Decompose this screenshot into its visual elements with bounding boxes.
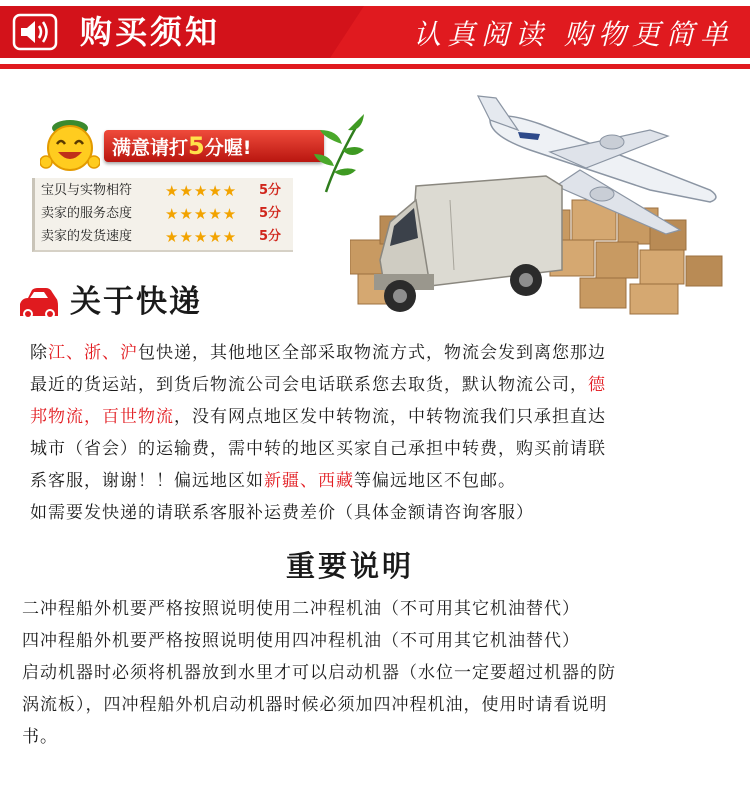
rating-row <box>41 180 291 202</box>
text-segment: ，没有网点地区发中转物流，中转物流我们只承担直达 <box>174 407 606 427</box>
rating-request-number: 5 <box>188 132 205 160</box>
banner-divider <box>0 64 750 69</box>
rating-row <box>41 226 291 248</box>
highlight-remote-regions: 新疆、西藏 <box>264 471 354 491</box>
delivery-illustration <box>350 90 730 320</box>
smiley-icon <box>40 116 100 176</box>
rating-request-banner <box>104 130 324 162</box>
text-segment: 包快递，其他地区全部采取物流方式，物流会发到离您那边 <box>138 343 606 363</box>
delivery-truck <box>374 176 562 312</box>
rating-request-prefix: 满意请打 <box>112 137 189 159</box>
rating-label: 宝贝与实物相符 <box>41 183 133 198</box>
rating-score: 5分 <box>259 183 282 198</box>
text-segment: 城市（省会）的运输费，需中转的地区买家自己承担中转费，购买前请联 <box>30 439 606 459</box>
important-note-line: 二冲程船外机要严格按照说明使用二冲程机油（不可用其它机油替代） <box>22 599 580 619</box>
rating-score: 5分 <box>259 229 282 244</box>
rating-label: 卖家的服务态度 <box>41 206 133 221</box>
text-segment: 除 <box>30 343 48 363</box>
text-segment: 如需要发快递的请联系客服补运费差价（具体金额请咨询客服） <box>30 503 534 523</box>
rating-row <box>41 203 291 225</box>
rating-stars: ★★★★★ <box>165 228 238 246</box>
page-title: 购买须知 <box>80 13 221 51</box>
express-paragraph-line <box>30 498 730 528</box>
rating-request-suffix: 分喔! <box>204 137 252 159</box>
rating-stars: ★★★★★ <box>165 182 238 200</box>
text-segment: 等偏远地区不包邮。 <box>354 471 516 491</box>
rating-list <box>32 178 293 252</box>
express-paragraph-line <box>30 402 730 432</box>
express-paragraph-line <box>30 338 730 368</box>
important-note-line: 四冲程船外机要严格按照说明使用四冲程机油（不可用其它机油替代） <box>22 631 580 651</box>
text-segment: 系客服，谢谢！！偏远地区如 <box>30 471 264 491</box>
highlight-carrier: 德 <box>588 375 606 395</box>
text-segment: 最近的货运站，到货后物流公司会电话联系您去取货，默认物流公司， <box>30 375 588 395</box>
important-note-line: 启动机器时必须将机器放到水里才可以启动机器（水位一定要超过机器的防 <box>22 663 616 683</box>
important-note-line: 涡流板），四冲程船外机启动机器时候必须加四冲程机油，使用时请看说明 <box>22 695 608 715</box>
important-section-heading: 重要说明 <box>285 549 414 583</box>
rating-score: 5分 <box>259 206 282 221</box>
speaker-icon <box>12 12 58 52</box>
highlight-regions: 江、浙、沪 <box>48 343 138 363</box>
express-section-heading: 关于快递 <box>70 284 202 320</box>
car-icon <box>16 286 60 320</box>
important-note-line: 书。 <box>22 727 58 747</box>
rating-label: 卖家的发货速度 <box>41 229 133 244</box>
highlight-carrier: 邦物流，百世物流 <box>30 407 174 427</box>
header-banner <box>0 0 750 78</box>
banner-slogan: 认真阅读 购物更简单 <box>413 18 734 51</box>
express-paragraph-line <box>30 466 730 496</box>
express-paragraph-line <box>30 434 730 464</box>
express-paragraph-line <box>30 370 730 400</box>
rating-stars: ★★★★★ <box>165 205 238 223</box>
rating-card <box>30 112 370 252</box>
